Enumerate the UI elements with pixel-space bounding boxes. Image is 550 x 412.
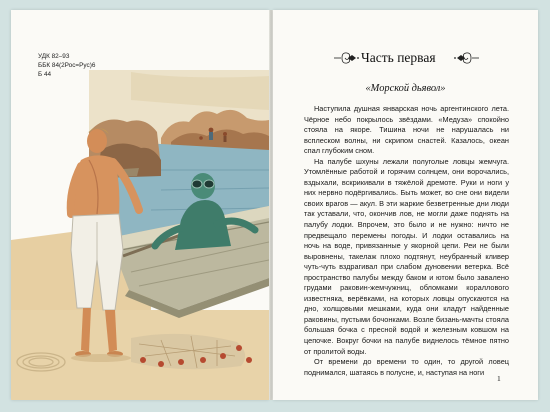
ornament-left-icon <box>333 50 359 66</box>
chapter-title: Часть первая <box>361 50 436 65</box>
paragraph: Наступила душная январская ночь аргентинского лета. Чёрное небо покрылось звёздами. «Медуза» спокойно стояла на якоре. Тишина ночи не нарушалась ни всплеском волны, ни скрипом снастей. Казалось, океан спал глубоким сном. <box>304 104 509 156</box>
story-title: «Морской дьявол» <box>365 83 446 94</box>
bbk-code: ББК 84(2Рос=Рус)6 <box>38 61 96 69</box>
paragraph: На палубе шхуны лежали полуголые ловцы жемчуга. Утомлённые работой и горячим солнцем, они ворочались, вздыхали, вскрикивали в тяжёлой дремоте. Руки и ноги у них нервно подёргивались. Быть может, во сне они видели своих врагов — акул. В эти жаркие безветренные дни люди так уставали, что, окончив лов, не могли даже поднять на палубу лодки. Впрочем, это было и не нужно: ничто не предвещало перемены погоды. И лодки оставались на ночь на воде, привязанные у якорной цепи. Реи не были выровнены, такелаж плохо подтянут, неубранный кливер чуть-чуть вздрагивал при слабом дуновении ветерка. Всё пространство палубы между баком и ютом было завалено грудами раковин-жемчужниц, обломками кораллового известняка, верёвками, на которых ловцы опускаются на дно, холщовыми мешками, куда они кладут найденные раковины, пустыми бочонками. Возле бизань-мачты стояла большая бочка с пресной водой и железным ковшом на цепочке. Вокруг бочки на палубе виднелось тёмное пятно от пролитой воды. <box>304 156 509 356</box>
author-mark: Б 44 <box>38 70 52 78</box>
ornament-right-icon <box>454 50 480 66</box>
chapter-heading <box>273 48 538 68</box>
story-text <box>304 104 509 378</box>
page-number: 1 <box>497 374 501 383</box>
right-page <box>273 10 538 400</box>
catalog-codes <box>38 53 95 80</box>
udk-code: УДК 82–93 <box>38 53 70 60</box>
paragraph: От времени до времени то один, то другой ловец поднимался, шатаясь в полусне, и, наступая на ноги <box>304 357 509 377</box>
left-page <box>11 10 269 400</box>
